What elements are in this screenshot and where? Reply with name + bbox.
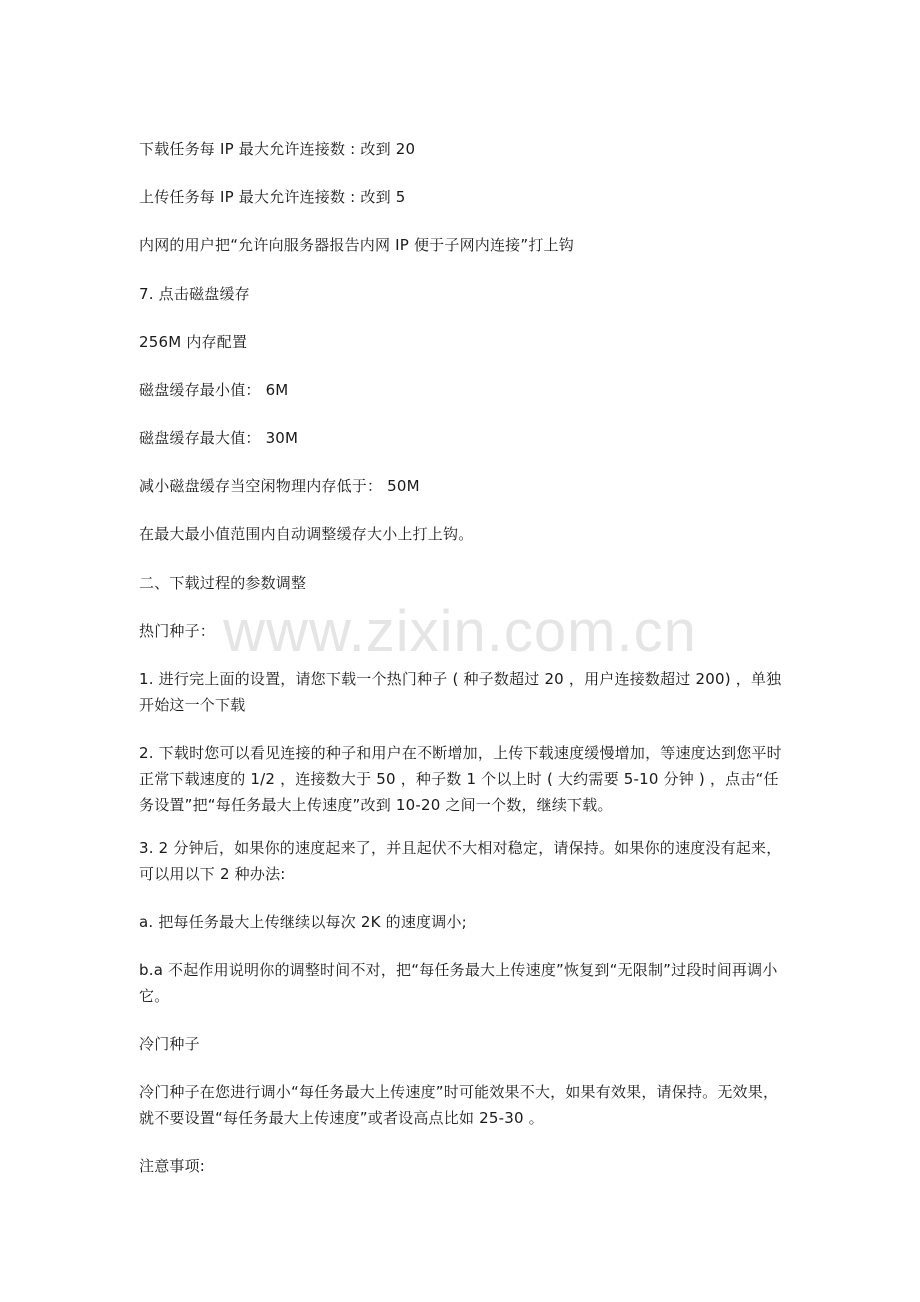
paragraph-option-a: a. 把每任务最大上传继续以每次 2K 的速度调小;: [139, 913, 467, 931]
paragraph-step-1: 1. 进行完上面的设置，请您下载一个热门种子 ( 种子数超过 20 ，用户连接数超过 200) ，单独开始这一个下载: [139, 670, 782, 714]
section-heading-download-params: 二、下载过程的参数调整: [139, 574, 307, 592]
subheading-hot-seeds: 热门种子：: [139, 622, 216, 640]
paragraph-cache-reduce: 减小磁盘缓存当空闲物理内存低于： 50M: [139, 477, 420, 495]
paragraph-auto-adjust: 在最大最小值范围内自动调整缓存大小上打上钩。: [139, 525, 474, 543]
paragraph-memory-config: 256M 内存配置: [139, 333, 248, 351]
paragraph-cache-min: 磁盘缓存最小值： 6M: [139, 381, 289, 399]
paragraph-download-ip-connections: 下载任务每 IP 最大允许连接数 : 改到 20: [139, 140, 416, 158]
subheading-cold-seeds: 冷门种子: [139, 1035, 200, 1053]
subheading-notes: 注意事项:: [139, 1157, 206, 1175]
watermark-text: www.zixin.com.cn: [223, 599, 697, 664]
paragraph-cold-seeds: 冷门种子在您进行调小“每任务最大上传速度”时可能效果不大，如果有效果，请保持。无效果，就不要设置“每任务最大上传速度”或者设高点比如 25-30 。: [139, 1083, 779, 1127]
paragraph-option-b: b.a 不起作用说明你的调整时间不对，把“每任务最大上传速度”恢复到“无限制”过段时间再调小它。: [139, 961, 778, 1005]
paragraph-step-3: 3. 2 分钟后，如果你的速度起来了，并且起伏不大相对稳定，请保持。如果你的速度没有起来，可以用以下 2 种办法:: [139, 839, 782, 883]
paragraph-disk-cache-step: 7. 点击磁盘缓存: [139, 285, 250, 303]
paragraph-upload-ip-connections: 上传任务每 IP 最大允许连接数 : 改到 5: [139, 188, 406, 206]
paragraph-step-2: 2. 下载时您可以看见连接的种子和用户在不断增加，上传下载速度缓慢增加，等速度达到您平时正常下载速度的 1/2 ，连接数大于 50 ，种子数 1 个以上时 ( 大约需要 5-10 分钟 ) ，点击“任务设置”把“每任务最大上传速度”改到 10-20 之间一个数，继续下载。: [139, 744, 782, 814]
paragraph-intranet-users: 内网的用户把“允许向服务器报告内网 IP 便于子网内连接”打上钩: [139, 236, 574, 254]
paragraph-cache-max: 磁盘缓存最大值： 30M: [139, 429, 299, 447]
